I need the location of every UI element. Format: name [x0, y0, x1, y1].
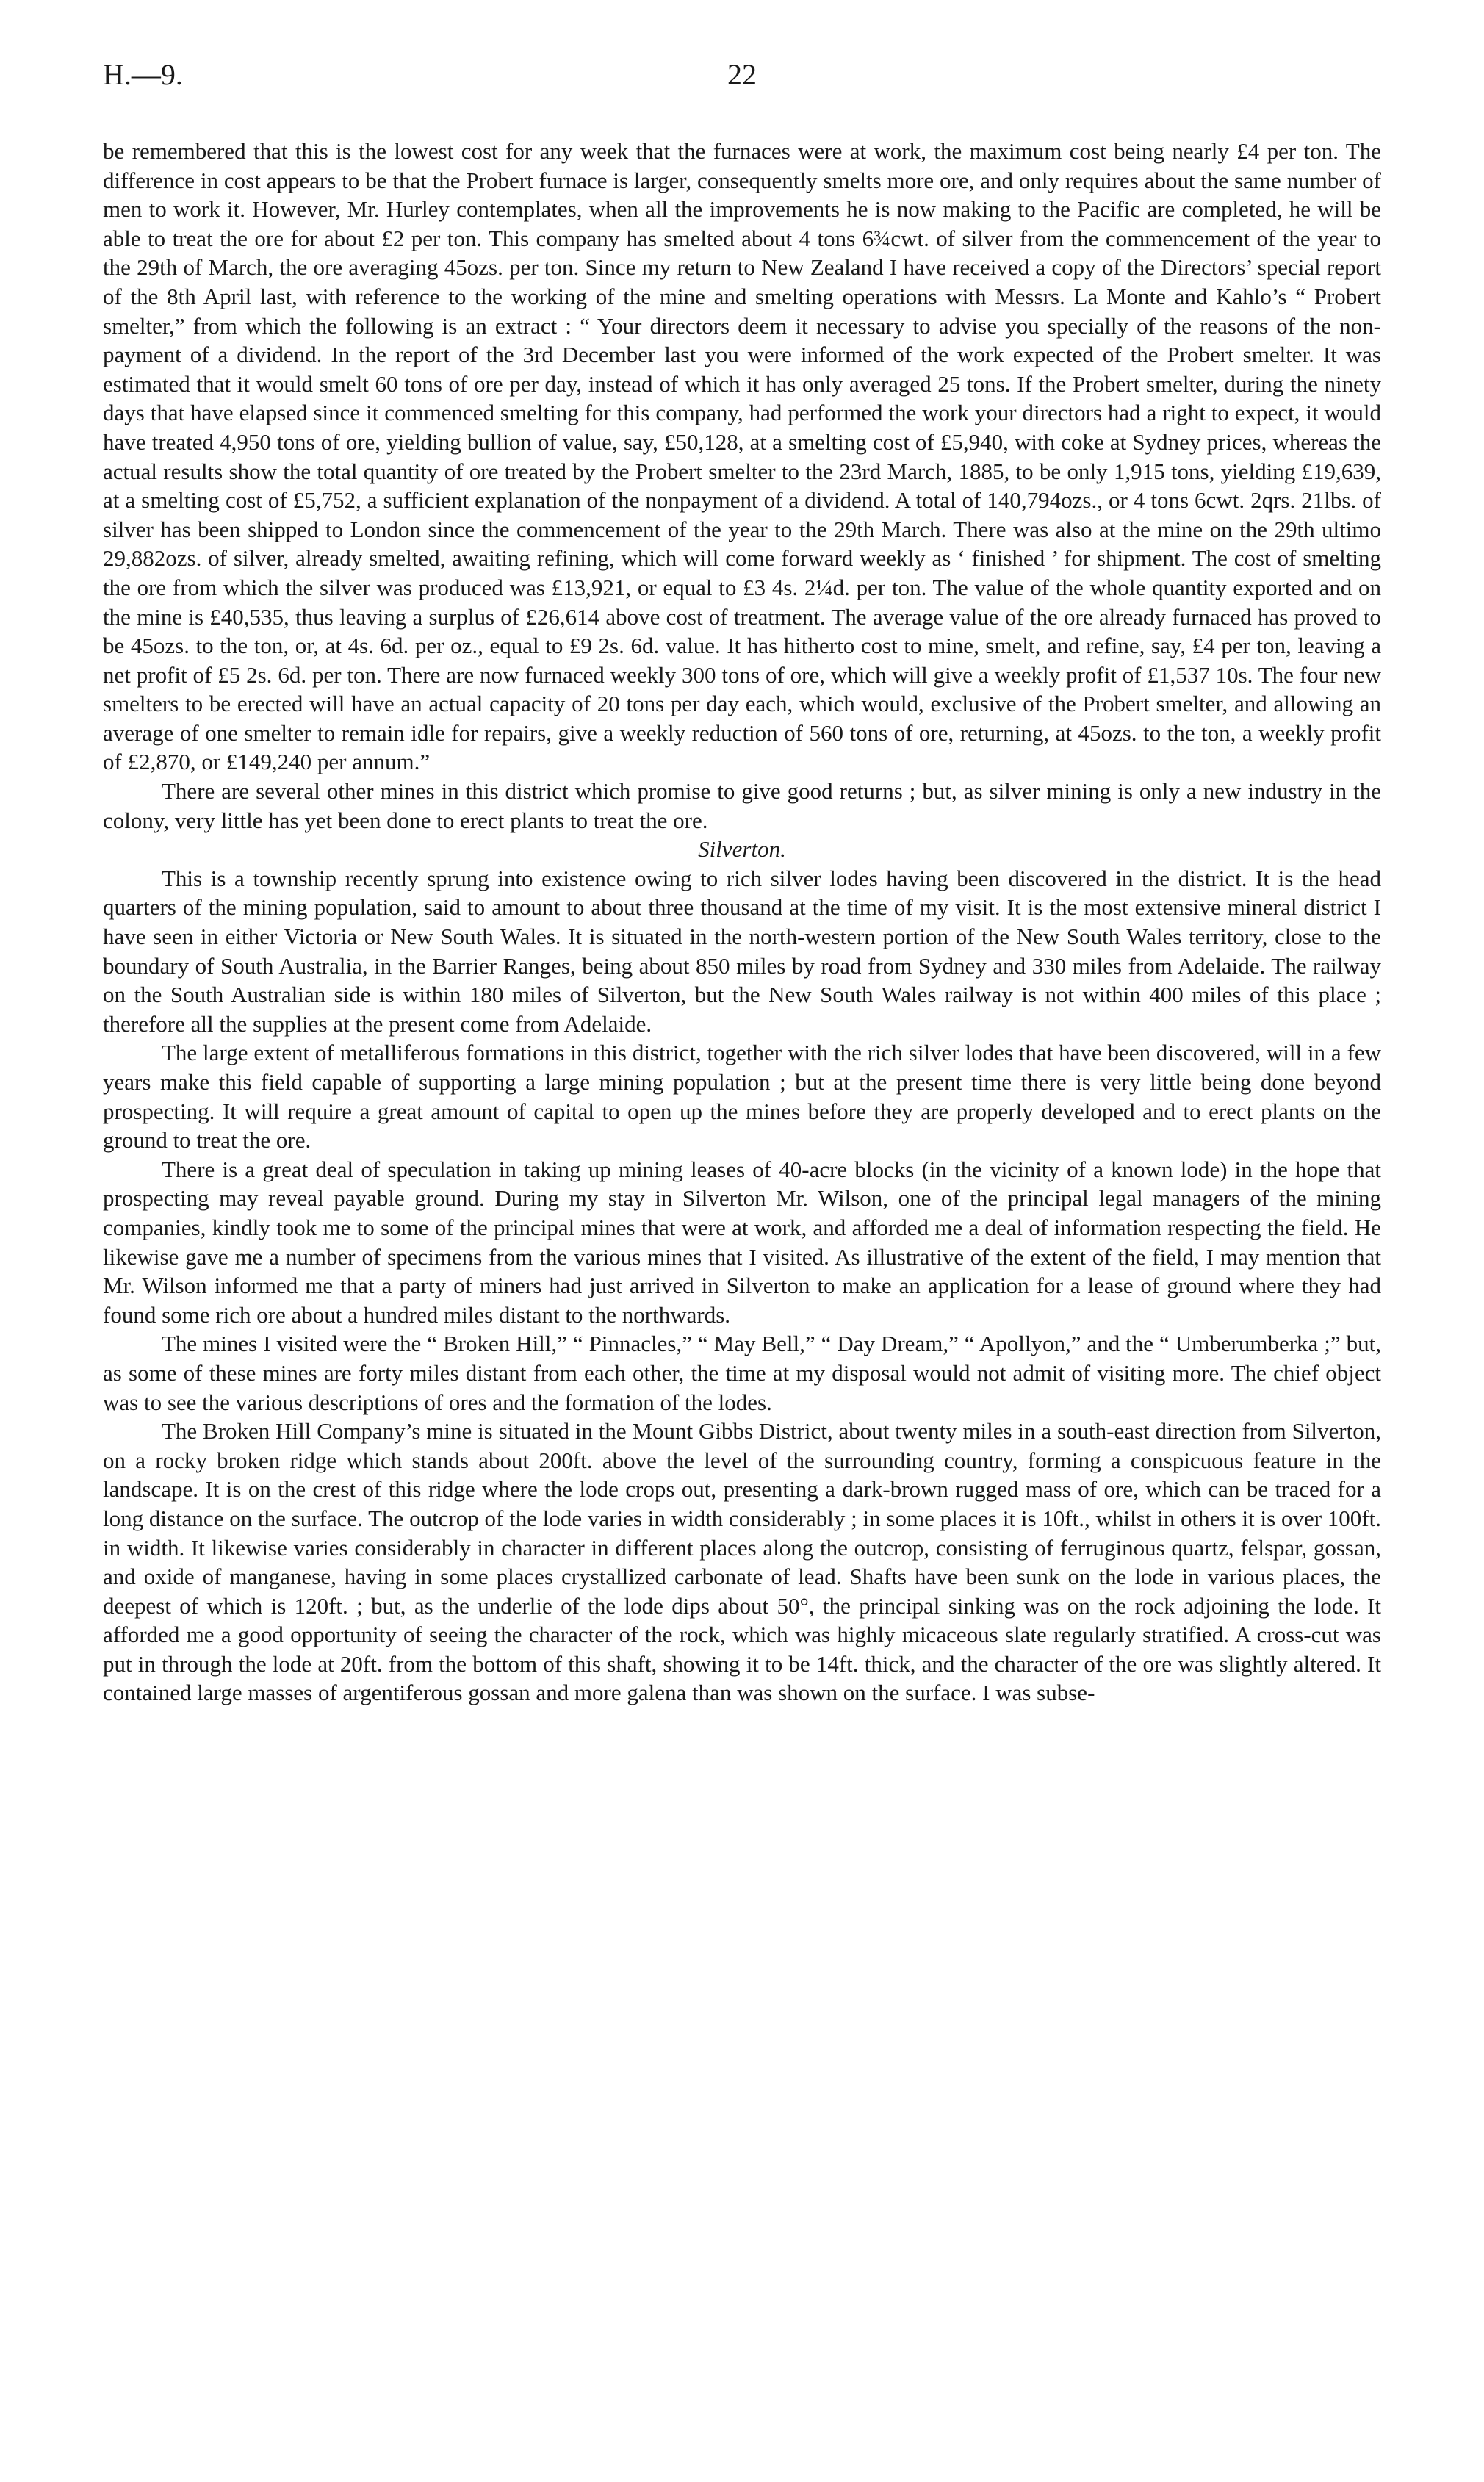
paragraph: The Broken Hill Company’s mine is situated in the Mount Gibbs District, about twenty miles in a south-east direction from Silverton, on a rocky broken ridge which stands about 200ft. above the level of the surrounding country, forming a conspicuous feature in the landscape. It is on the crest of this ridge where the lode crops out, presenting a dark-brown rugged mass of ore, which can be traced for a long distance on the surface. The outcrop of the lode varies in width considerably ; in some places it is 10ft., whilst in others it is over 100ft. in width. It likewise varies considerably in character in different places along the outcrop, consisting of ferruginous quartz, felspar, gossan, and oxide of manganese, having in some places crystallized carbonate of lead. Shafts have been sunk on the lode in various places, the deepest of which is 120ft. ; but, as the underlie of the lode dips about 50°, the principal sinking was on the rock adjoining the lode. It afforded me a good opportunity of seeing the character of the rock, which was highly micaceous slate regularly stratified. A cross-cut was put in through the lode at 20ft. from the bottom of this shaft, showing it to be 14ft. thick, and the character of the ore was slightly altered. It contained large masses of argentiferous gossan and more galena than was shown on the surface. I was subse- [103, 1418, 1381, 1706]
paragraph: There is a great deal of speculation in taking up mining leases of 40-acre blocks (in the vicinity of a known lode) in the hope that prospecting may reveal payable ground. During my stay in Silverton Mr. Wilson, one of the principal legal managers of the mining companies, kindly took me to some of the principal mines that were at work, and afforded me a deal of information respecting the field. He likewise gave me a number of specimens from the various mines that I visited. As illustrative of the extent of the field, I may mention that Mr. Wilson informed me that a party of miners had just arrived in Silverton to make an application for a lease of ground where they had found some rich ore about a hundred miles distant to the northwards. [103, 1156, 1381, 1328]
paragraph: The large extent of metalliferous formations in this district, together with the rich silver lodes that have been discovered, will in a few years make this field capable of supporting a large mining population ; but at the present time there is very little being done beyond prospecting. It will require a great amount of capital to open up the mines before they are properly developed and to erect plants on the ground to treat the ore. [103, 1040, 1381, 1154]
body-text [103, 137, 1381, 1708]
document-reference: H.—9. [103, 58, 183, 91]
section-heading: Silverton. [698, 836, 786, 863]
paragraph: This is a township recently sprung into existence owing to rich silver lodes having been discovered in the district. It is the head quarters of the mining population, said to amount to about three thousand at the time of my visit. It is the most extensive mineral district I have seen in either Victoria or New South Wales. It is situated in the north-western portion of the New South Wales territory, close to the boundary of South Australia, in the Barrier Ranges, being about 850 miles by road from Sydney and 330 miles from Adelaide. The railway on the South Australian side is within 180 miles of Silverton, but the New South Wales railway is not within 400 miles of this place ; therefore all the supplies at the present come from Adelaide. [103, 865, 1381, 1037]
paragraph: There are several other mines in this district which promise to give good returns ; but, as silver mining is only a new industry in the colony, very little has yet been done to erect plants to treat the ore. [103, 778, 1381, 833]
page-number: 22 [727, 58, 757, 91]
paragraph: The mines I visited were the “ Broken Hill,” “ Pinnacles,” “ May Bell,” “ Day Dream,” “ Apollyon,” and the “ Umberumberka ;” but, as some of these mines are forty miles distant from each other, the time at my disposal would not admit of visiting more. The chief object was to see the various descriptions of ores and the formation of the lodes. [103, 1331, 1381, 1415]
paragraph-continued: be remembered that this is the lowest cost for any week that the furnaces were at work, the maximum cost being nearly £4 per ton. The difference in cost appears to be that the Probert furnace is larger, consequently smelts more ore, and only requires about the same number of men to work it. However, Mr. Hurley contemplates, when all the improvements he is now making to the Pacific are completed, he will be able to treat the ore for about £2 per ton. This company has smelted about 4 tons 6¾cwt. of silver from the commencement of the year to the 29th of March, the ore averaging 45ozs. per ton. Since my return to New Zealand I have received a copy of the Directors’ special report of the 8th April last, with reference to the working of the mine and smelting operations with Messrs. La Monte and Kahlo’s “ Probert smelter,” from which the following is an extract : “ Your directors deem it necessary to advise you specially of the reasons of the non-payment of a dividend. In the report of the 3rd December last you were informed of the work expected of the Probert smelter. It was estimated that it would smelt 60 tons of ore per day, instead of which it has only averaged 25 tons. If the Probert smelter, during the ninety days that have elapsed since it commenced smelting for this company, had performed the work your directors had a right to expect, it would have treated 4,950 tons of ore, yielding bullion of value, say, £50,128, at a smelting cost of £5,940, with coke at Sydney prices, whereas the actual results show the total quantity of ore treated by the Probert smelter to the 23rd March, 1885, to be only 1,915 tons, yielding £19,639, at a smelting cost of £5,752, a sufficient explanation of the nonpayment of a dividend. A total of 140,794ozs., or 4 tons 6cwt. 2qrs. 21lbs. of silver has been shipped to London since the commencement of the year to the 29th March. There was also at the mine on the 29th ultimo 29,882ozs. of silver, already smelted, awaiting refining, which will come forward weekly as ‘ finished ’ for shipment. The cost of smelting the ore from which the silver was produced was £13,921, or equal to £3 4s. 2¼d. per ton. The value of the whole quantity exported and on the mine is £40,535, thus leaving a surplus of £26,614 above cost of treatment. The average value of the ore already furnaced has proved to be 45ozs. to the ton, or, at 4s. 6d. per oz., equal to £9 2s. 6d. value. It has hitherto cost to mine, smelt, and refine, say, £4 per ton, leaving a net profit of £5 2s. 6d. per ton. There are now furnaced weekly 300 tons of ore, which will give a weekly profit of £1,537 10s. The four new smelters to be erected will have an actual capacity of 20 tons per day each, which would, exclusive of the Probert smelter, and allowing an average of one smelter to remain idle for repairs, give a weekly reduction of 560 tons of ore, returning, at 45ozs. to the ton, a weekly profit of £2,870, or £149,240 per annum.” [103, 138, 1381, 775]
running-head [103, 53, 1381, 97]
